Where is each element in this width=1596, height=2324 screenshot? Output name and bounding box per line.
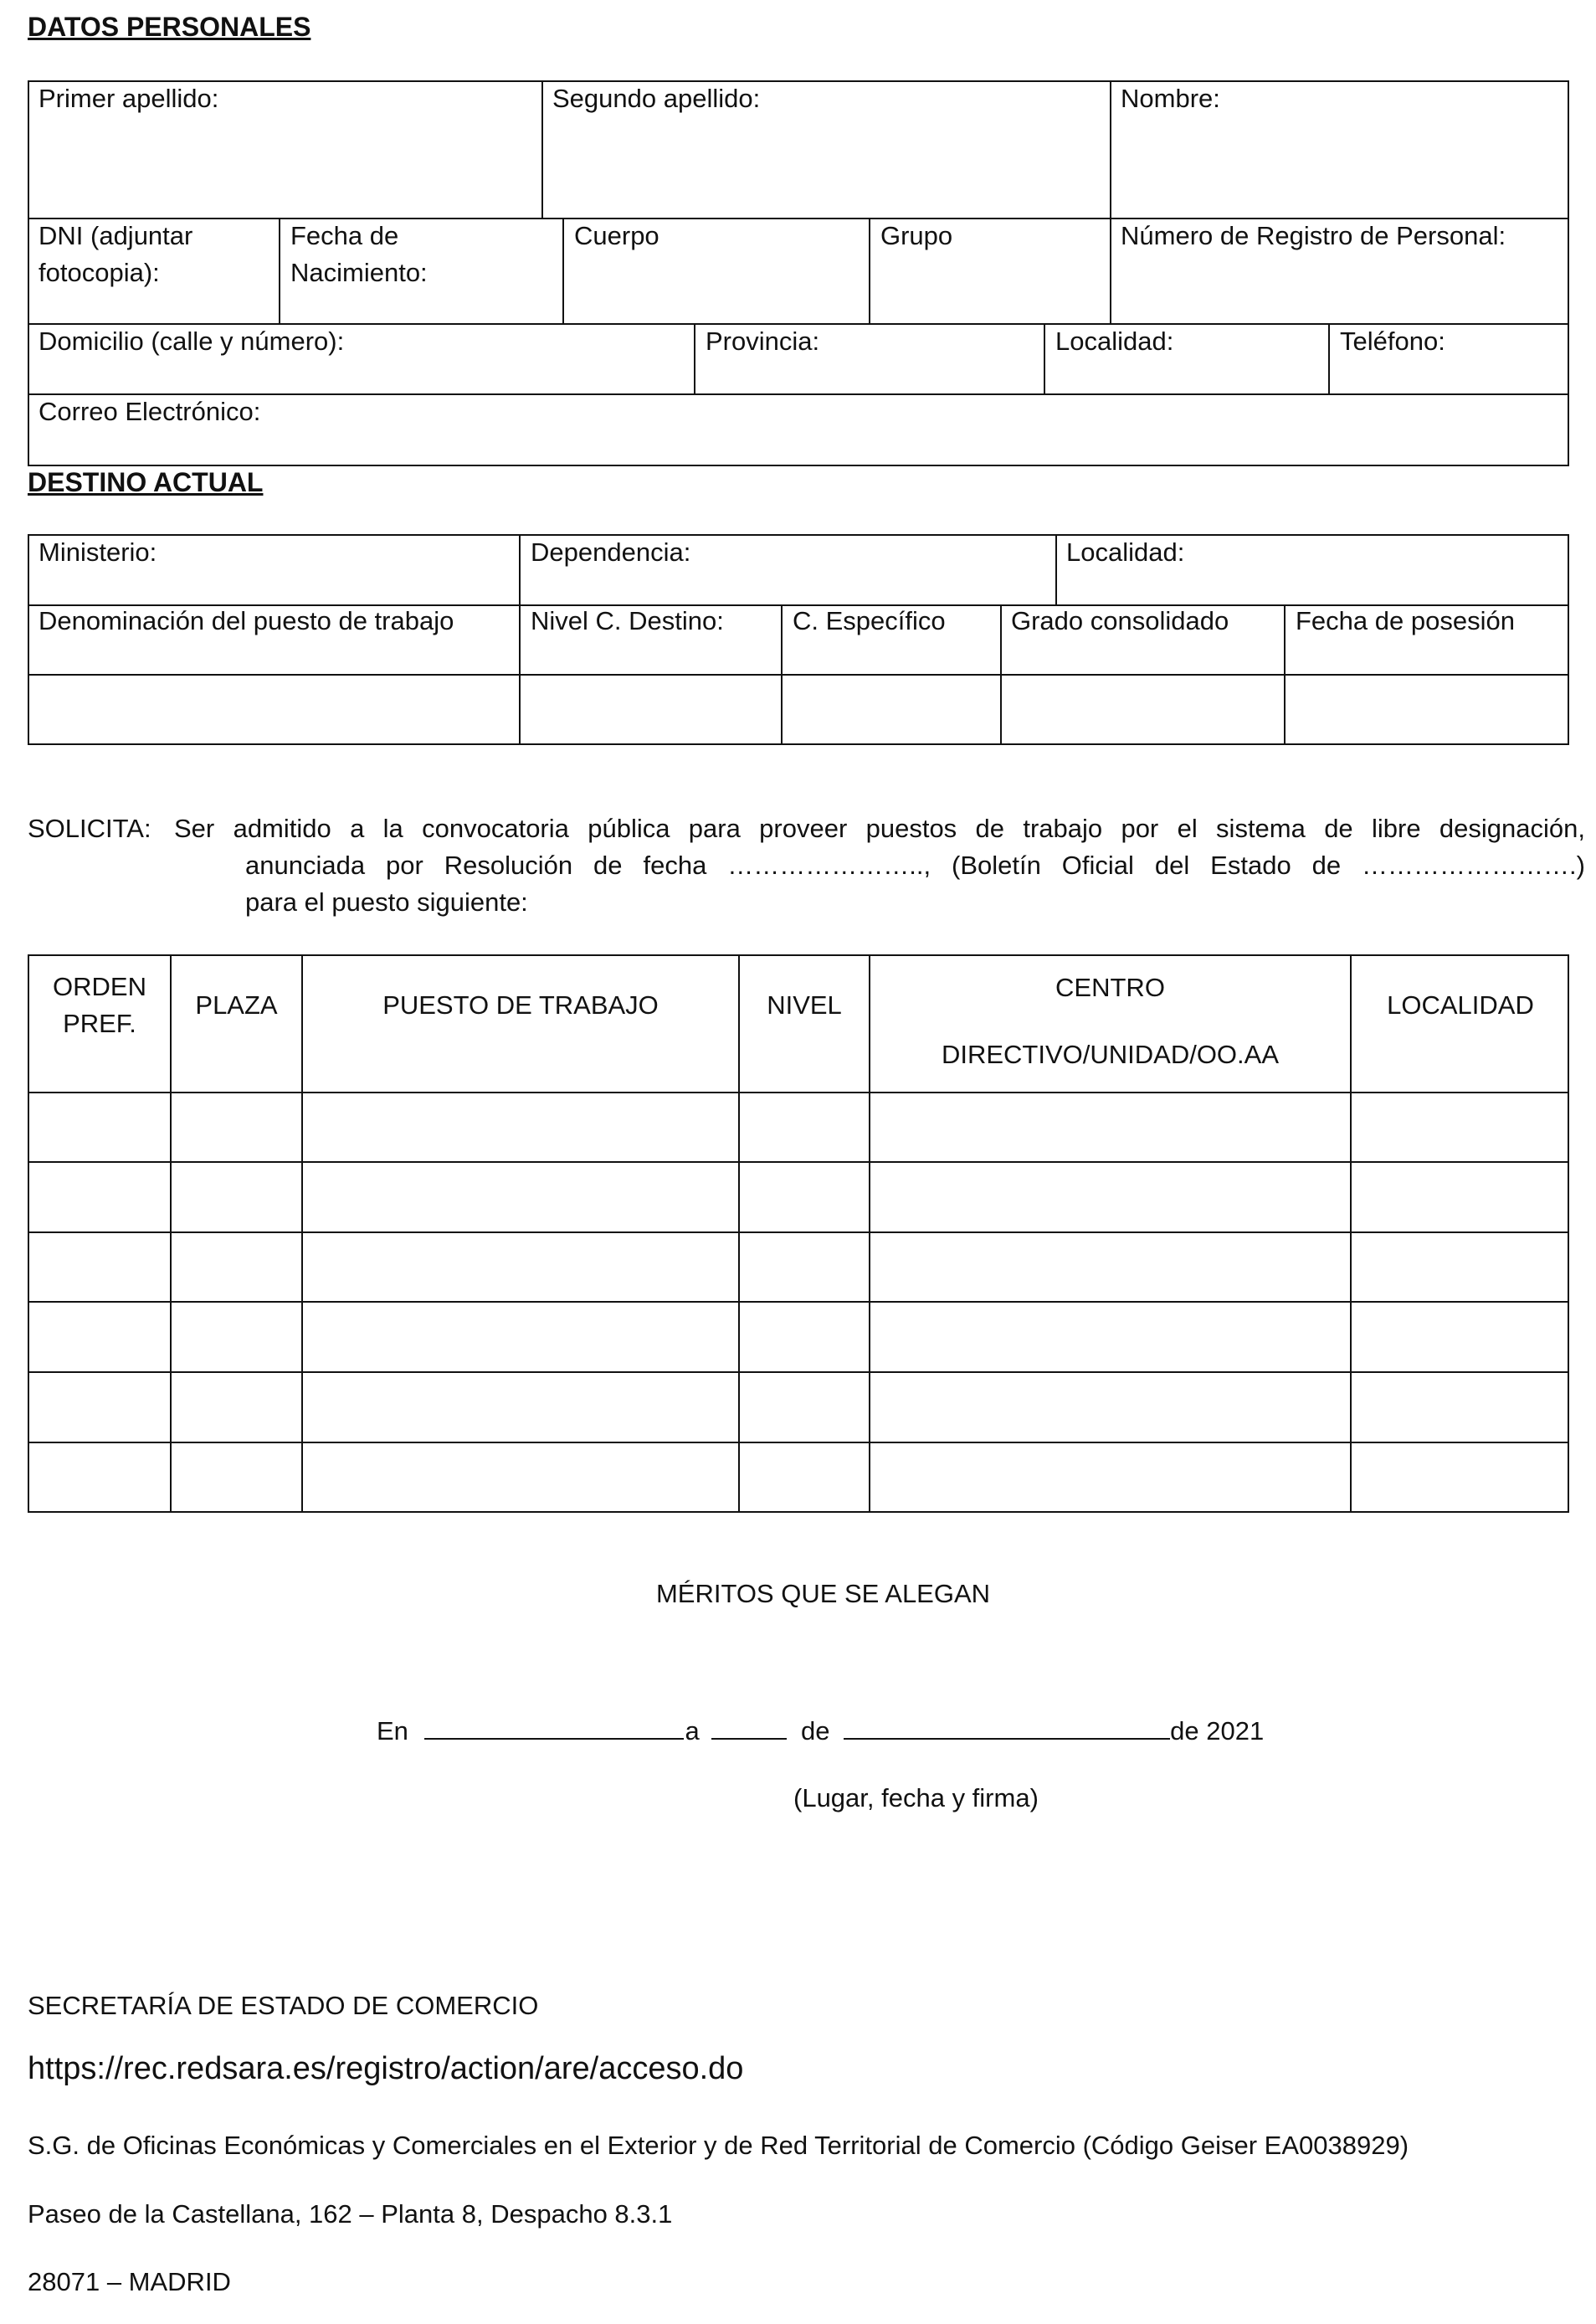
grupo-field[interactable]: Grupo [880,221,953,250]
footer-secretaria: SECRETARÍA DE ESTADO DE COMERCIO [28,1991,539,2020]
signature-caption: (Lugar, fecha y firma) [793,1783,1039,1812]
destino-localidad-field[interactable]: Localidad: [1066,537,1185,567]
correo-field[interactable]: Correo Electrónico: [38,397,261,426]
header-plaza: PLAZA [195,990,278,1020]
posesion-label: Fecha de posesión [1296,606,1515,635]
signature-line [377,1713,1264,1746]
primer-apellido-field[interactable]: Primer apellido: [38,84,219,113]
header-centro [870,954,1350,1088]
denominacion-input[interactable] [29,676,519,744]
header-localidad: LOCALIDAD [1387,990,1534,1020]
dia-blank[interactable] [711,1713,787,1740]
header-nivel: NIVEL [767,990,842,1020]
dni-field[interactable] [38,218,192,291]
denominacion-label: Denominación del puesto de trabajo [38,606,454,635]
telefono-field[interactable]: Teléfono: [1340,326,1445,356]
footer-postal: 28071 – MADRID [28,2267,231,2296]
sig-a: a [685,1716,700,1746]
nrp-field[interactable]: Número de Registro de Personal: [1121,221,1506,250]
fecha-label-1: Fecha de [290,221,399,250]
lugar-blank[interactable] [424,1713,684,1740]
sig-de: de [801,1716,830,1746]
solicita-line-3: para el puesto siguiente: [245,887,528,917]
header-centro-1: CENTRO [1055,973,1165,1002]
footer-address: Paseo de la Castellana, 162 – Planta 8, Despacho 8.3.1 [28,2199,673,2229]
mes-blank[interactable] [844,1713,1170,1740]
provincia-field[interactable]: Provincia: [706,326,820,356]
meritos-heading: MÉRITOS QUE SE ALEGAN [655,1579,991,1608]
nivel-destino-label: Nivel C. Destino: [531,606,724,635]
localidad-field[interactable]: Localidad: [1055,326,1174,356]
solicita-line-2: anunciada por Resolución de fecha ………………….., (Boletín Oficial del Estado de …………………….) [245,851,1585,880]
header-orden [29,969,170,1042]
solicita-label: SOLICITA: [28,814,151,843]
fecha-label-2: Nacimiento: [290,258,428,287]
dni-label-1: DNI (adjuntar [38,221,193,250]
domicilio-field[interactable]: Domicilio (calle y número): [38,326,345,356]
ministerio-field[interactable]: Ministerio: [38,537,157,567]
footer-sg: S.G. de Oficinas Económicas y Comerciales en el Exterior y de Red Territorial de Comercio (Código Geiser EA0038929) [28,2131,1409,2160]
segundo-apellido-field[interactable]: Segundo apellido: [552,84,761,113]
header-orden-2: PREF. [63,1009,136,1038]
sig-en: En [377,1716,408,1746]
datos-personales-heading: DATOS PERSONALES [28,12,311,42]
header-orden-1: ORDEN [53,972,146,1001]
grado-input[interactable] [1002,676,1284,744]
cuerpo-field[interactable]: Cuerpo [574,221,659,250]
footer-url[interactable]: https://rec.redsara.es/registro/action/are/acceso.do [28,2051,744,2086]
nivel-destino-input[interactable] [521,676,781,744]
especifico-input[interactable] [783,676,1000,744]
dni-label-2: fotocopia): [38,258,160,287]
posesion-input[interactable] [1286,676,1568,744]
destino-actual-heading: DESTINO ACTUAL [28,467,264,497]
header-puesto: PUESTO DE TRABAJO [382,990,659,1020]
solicita-line-1: Ser admitido a la convocatoria pública para proveer puestos de trabajo por el sistema de libre designación, [174,814,1585,843]
header-centro-2: DIRECTIVO/UNIDAD/OO.AA [941,1040,1280,1069]
sig-year: de 2021 [1170,1716,1265,1746]
grado-label: Grado consolidado [1011,606,1229,635]
fecha-nacimiento-field[interactable] [290,218,428,291]
nombre-field[interactable]: Nombre: [1121,84,1220,113]
especifico-label: C. Específico [793,606,946,635]
dependencia-field[interactable]: Dependencia: [531,537,691,567]
